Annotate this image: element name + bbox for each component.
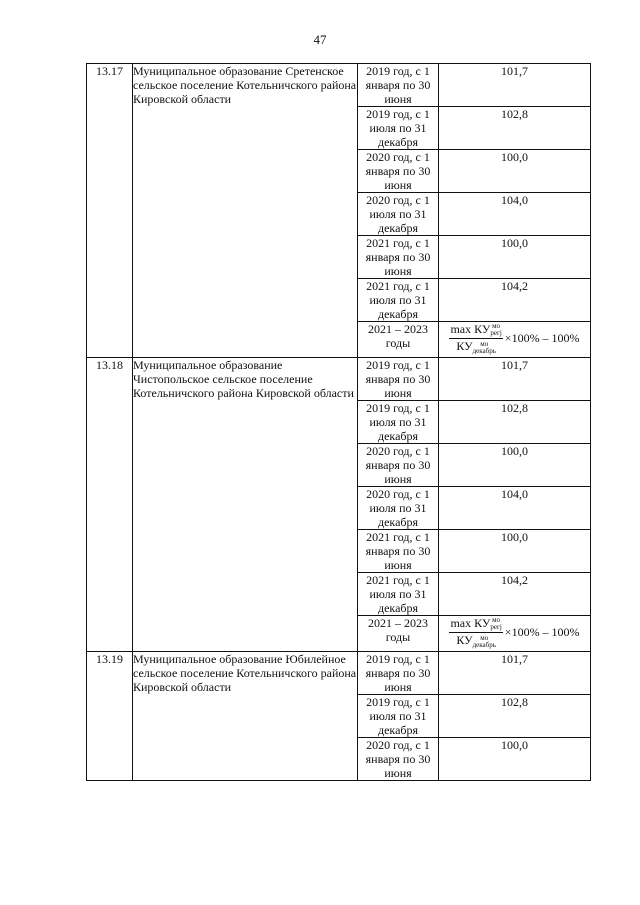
municipality-name: Муниципальное образование Сретенское сельское поселение Котельничского района Кировской области — [133, 64, 358, 358]
index-value-cell: 101,7 — [439, 64, 591, 107]
index-value-cell: 100,0 — [439, 530, 591, 573]
page-number: 47 — [313, 32, 327, 47]
table-row — [87, 652, 591, 695]
index-value-cell: 102,8 — [439, 695, 591, 738]
period-cell: 2019 год, с 1 января по 30 июня — [358, 358, 439, 401]
period-cell: 2020 год, с 1 января по 30 июня — [358, 444, 439, 487]
index-value-cell — [439, 322, 591, 358]
period-cell: 2021 год, с 1 июля по 31 декабря — [358, 279, 439, 322]
index-value-cell: 101,7 — [439, 358, 591, 401]
entry-number: 13.19 — [87, 652, 133, 781]
municipality-name: Муниципальное образование Чистопольское сельское поселение Котельничского района Кировской области — [133, 358, 358, 652]
period-cell: 2019 год, с 1 июля по 31 декабря — [358, 695, 439, 738]
index-value-cell: 104,2 — [439, 573, 591, 616]
period-cell: 2019 год, с 1 июля по 31 декабря — [358, 401, 439, 444]
entry-number: 13.17 — [87, 64, 133, 358]
table-row — [87, 358, 591, 401]
index-value-cell: 104,0 — [439, 487, 591, 530]
period-cell: 2019 год, с 1 января по 30 июня — [358, 652, 439, 695]
index-value-cell: 100,0 — [439, 150, 591, 193]
period-cell: 2020 год, с 1 июля по 31 декабря — [358, 487, 439, 530]
period-cell: 2020 год, с 1 января по 30 июня — [358, 738, 439, 781]
index-value-cell: 100,0 — [439, 738, 591, 781]
period-cell: 2021 – 2023 годы — [358, 616, 439, 652]
municipality-name: Муниципальное образование Юбилейное сельское поселение Котельничского района Кировской области — [133, 652, 358, 781]
index-value-cell: 100,0 — [439, 236, 591, 279]
period-cell: 2020 год, с 1 июля по 31 декабря — [358, 193, 439, 236]
period-cell: 2021 год, с 1 июля по 31 декабря — [358, 573, 439, 616]
period-cell: 2021 – 2023 годы — [358, 322, 439, 358]
index-value-cell — [439, 616, 591, 652]
growth-formula: max КУ мо регj КУ мо декабрь ×100% – 100% — [450, 616, 580, 649]
index-value-cell: 101,7 — [439, 652, 591, 695]
period-cell: 2019 год, с 1 июля по 31 декабря — [358, 107, 439, 150]
index-value-cell: 104,0 — [439, 193, 591, 236]
period-cell: 2021 год, с 1 января по 30 июня — [358, 530, 439, 573]
index-value-cell: 102,8 — [439, 401, 591, 444]
index-value-cell: 104,2 — [439, 279, 591, 322]
period-cell: 2021 год, с 1 января по 30 июня — [358, 236, 439, 279]
period-cell: 2020 год, с 1 января по 30 июня — [358, 150, 439, 193]
table-row — [87, 64, 591, 107]
period-cell: 2019 год, с 1 января по 30 июня — [358, 64, 439, 107]
tariff-table — [86, 63, 591, 781]
index-value-cell: 102,8 — [439, 107, 591, 150]
entry-number: 13.18 — [87, 358, 133, 652]
index-value-cell: 100,0 — [439, 444, 591, 487]
growth-formula: max КУ мо регj КУ мо декабрь ×100% – 100% — [450, 322, 580, 355]
